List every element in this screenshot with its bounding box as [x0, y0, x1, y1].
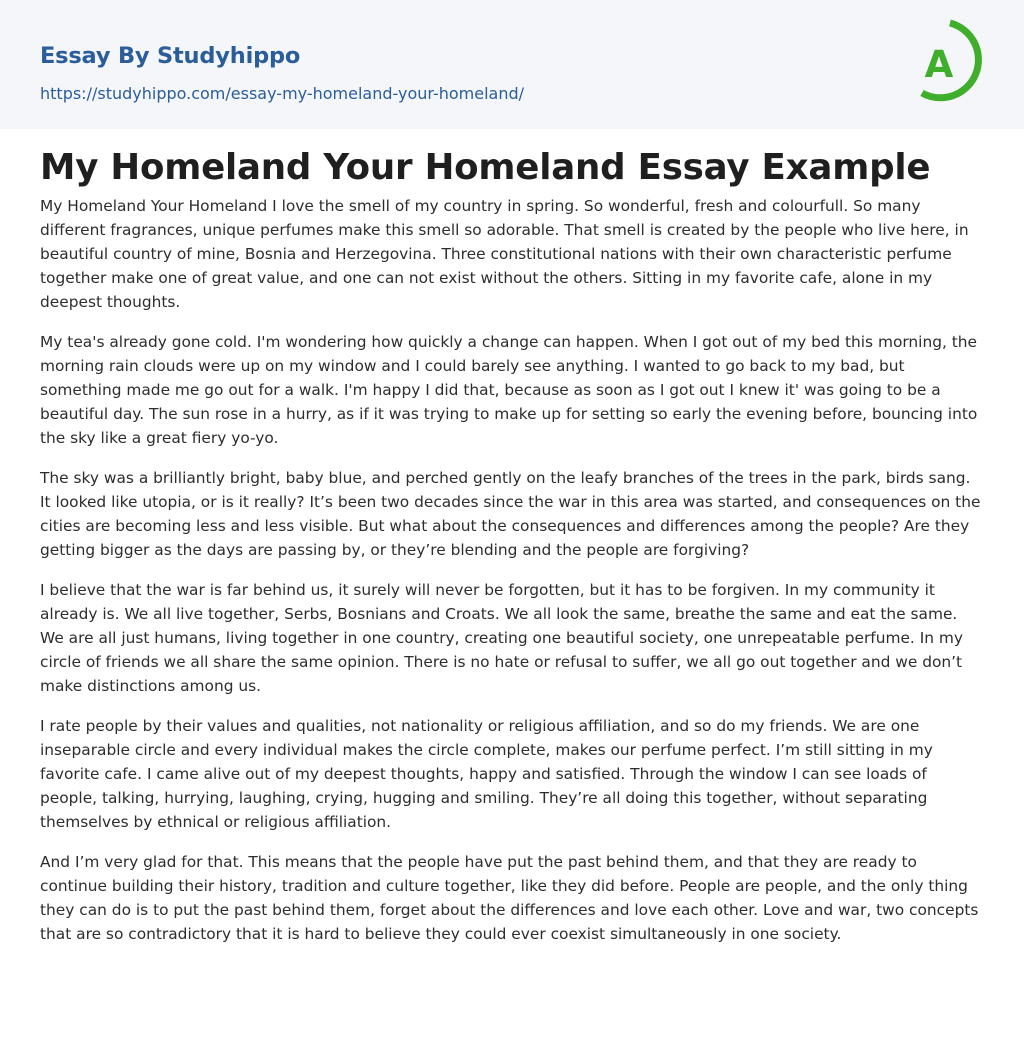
essay-paragraph: And I’m very glad for that. This means that the people have put the past behind them, and that they are ready to continue building their history, tradition and culture together, like they did before. People are people, and the only thing they can do is to put the past behind them, forget about the differences and love each other. Love and war, two concepts that are so contradictory that it is hard to believe they could ever coexist simultaneously in one society.: [40, 853, 979, 943]
page-header: [0, 0, 1024, 129]
logo-letter: A: [924, 43, 954, 86]
essay-paragraph: My tea's already gone cold. I'm wondering how quickly a change can happen. When I got out of my bed this morning, the morning rain clouds were up on my window and I could barely see anything. I wanted to go back to my bad, but something made me go out for a walk. I'm happy I did that, because as soon as I got out I knew it' was going to be a beautiful day. The sun rose in a hurry, as if it was trying to make up for setting so early the evening before, bouncing into the sky like a great fiery yo-yo.: [40, 333, 978, 447]
essay-paragraph: I believe that the war is far behind us, it surely will never be forgotten, but it has to be forgiven. In my community it already is. We all live together, Serbs, Bosnians and Croats. We all look the same, breathe the same and eat the same. We are all just humans, living together in one country, creating one beautiful society, one unrepeatable perfume. In my circle of friends we all share the same opinion. There is no hate or refusal to suffer, we all go out together and we don’t make distinctions among us.: [40, 581, 963, 695]
essay-paragraph: The sky was a brilliantly bright, baby blue, and perched gently on the leafy branches of the trees in the park, birds sang. It looked like utopia, or is it really? It’s been two decades since the war in this area was started, and consequences on the cities are becoming less and less visible. But what about the consequences and differences among the people? Are they getting bigger as the days are passing by, or they’re blending and the people are forgiving?: [40, 469, 981, 559]
essay-body: [40, 194, 984, 962]
essay-paragraph: My Homeland Your Homeland I love the smell of my country in spring. So wonderful, fresh and colourfull. So many different fragrances, unique perfumes make this smell so adorable. That smell is created by the people who live here, in beautiful country of mine, Bosnia and Herzegovina. Three constitutional nations with their own characteristic perfume together make one of great value, and one can not exist without the others. Sitting in my favorite cafe, alone in my deepest thoughts.: [40, 197, 969, 311]
essay-url-link[interactable]: https://studyhippo.com/essay-my-homeland-your-homeland/: [40, 84, 525, 103]
essay-title: My Homeland Your Homeland Essay Example: [40, 147, 931, 188]
essay-paragraph: I rate people by their values and qualities, not nationality or religious affiliation, and so do my friends. We are one inseparable circle and every individual makes the circle complete, makes our perfume perfect. I’m still sitting in my favorite cafe. I came alive out of my deepest thoughts, happy and satisfied. Through the window I can see loads of people, talking, hurrying, laughing, crying, hugging and smiling. They’re all doing this together, without separating themselves by ethnical or religious affiliation.: [40, 717, 933, 831]
site-brand-title[interactable]: Essay By Studyhippo: [40, 43, 301, 69]
studyhippo-logo-icon[interactable]: [914, 19, 986, 105]
